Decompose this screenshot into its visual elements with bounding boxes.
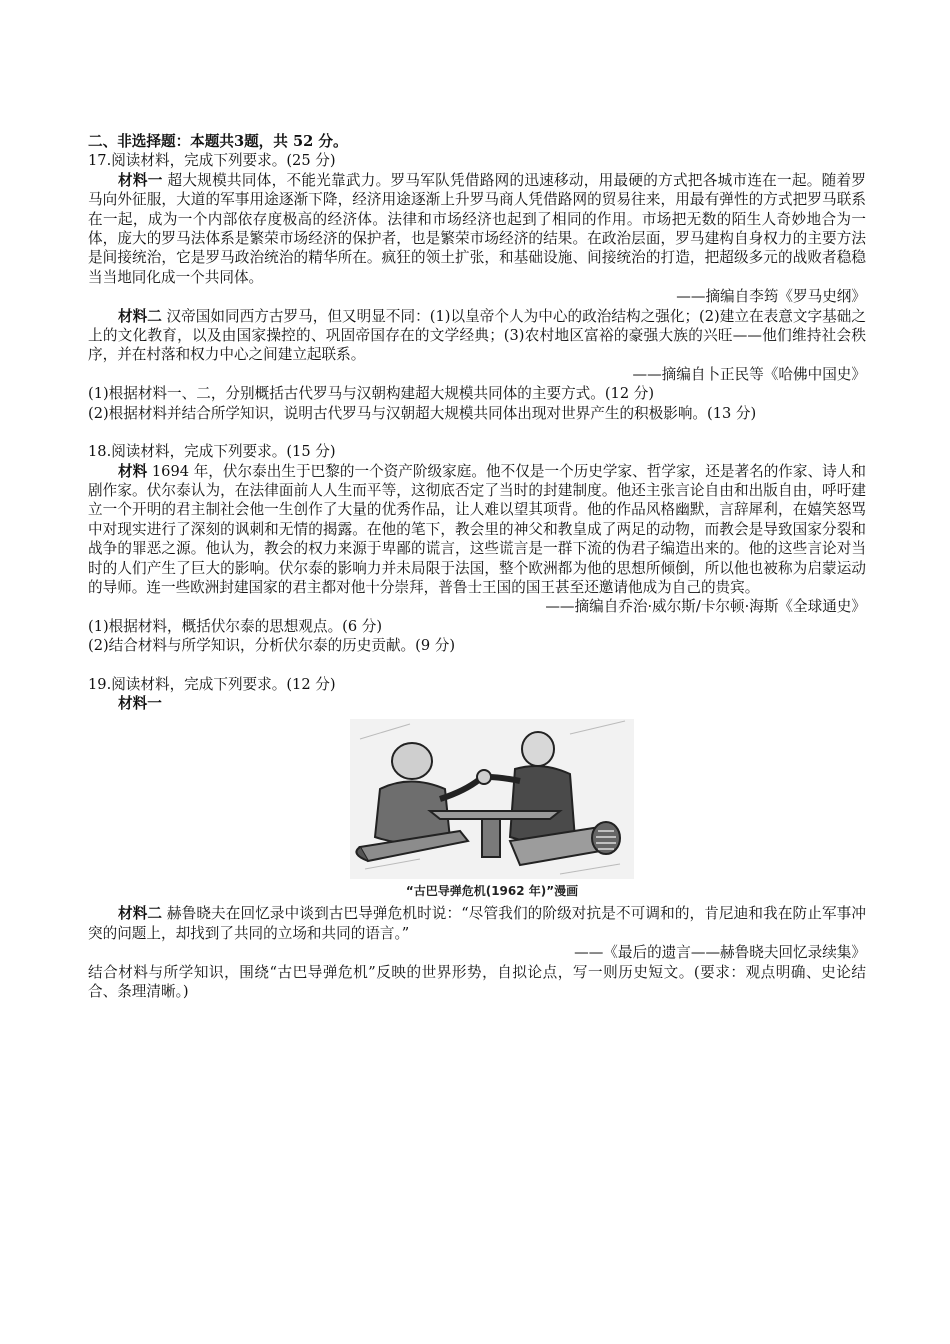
exam-page	[88, 132, 866, 1001]
q19-m2-source: ——《最后的遗言——赫鲁晓夫回忆录续集》	[574, 944, 866, 962]
q17-material-1	[88, 171, 866, 287]
cartoon-illustration	[350, 719, 634, 879]
q19-task: 结合材料与所学知识，围绕“古巴导弹危机”反映的世界形势，自拟论点，写一则历史短文。(要求：观点明确、史论结合、条理清晰。)	[88, 963, 866, 1000]
q19-m1-label: 材料一	[118, 694, 162, 712]
section-title: 二、非选择题：本题共3题，共 52 分。	[88, 133, 348, 150]
q18-m-label: 材料	[118, 462, 148, 480]
q18-m-text: 1694 年，伏尔泰出生于巴黎的一个资产阶级家庭。他不仅是一个历史学家、哲学家，还是著名的作家、诗人和剧作家。伏尔泰认为，在法律面前人人生而平等，这彻底否定了当时的封建制度。他还主张言论自由和出版自由，呼吁建立一个开明的君主制社会他一生创作了大量的优秀作品，让人难以望其项背。他的作品风格幽默，言辞犀利，在嬉笑怒骂中对现实进行了深刻的讽刺和无情的揭露。在他的笔下，教会里的神父和教皇成了两足的动物，而教会是导致国家分裂和战争的罪恶之源。他认为，教会的权力来源于卑鄙的谎言，这些谎言是一群下流的伪君子编造出来的。他的这些言论对当时的人们产生了巨大的影响。伏尔泰的影响力并未局限于法国，整个欧洲都为他的思想所倾倒，所以他也被称为启蒙运动的导师。连一些欧洲封建国家的君主都对他十分崇拜，普鲁士王国的国王甚至还邀请他成为自己的贵宾。	[88, 462, 866, 596]
q17-sub1: (1)根据材料一、二，分别概括古代罗马与汉朝构建超大规模共同体的主要方式。(12 分)	[88, 385, 655, 403]
q18-sub1: (1)根据材料，概括伏尔泰的思想观点。(6 分)	[88, 617, 383, 635]
q18-m-source: ——摘编自乔治·威尔斯/卡尔顿·海斯《全球通史》	[545, 598, 866, 616]
q17-m2-source: ——摘编自卜正民等《哈佛中国史》	[632, 365, 866, 383]
q17-m1-source: ——摘编自李筠《罗马史纲》	[676, 288, 866, 306]
q18-stem: 18.阅读材料，完成下列要求。(15 分)	[88, 443, 336, 461]
q17-material-2	[88, 307, 866, 365]
q17-sub2: (2)根据材料并结合所学知识，说明古代罗马与汉朝超大规模共同体出现对世界产生的积极影响。(13 分)	[88, 404, 757, 422]
q18-sub2: (2)结合材料与所学知识，分析伏尔泰的历史贡献。(9 分)	[88, 637, 456, 655]
q19-material-2	[88, 904, 866, 943]
q17-stem: 17.阅读材料，完成下列要求。(25 分)	[88, 152, 336, 170]
cuban-missile-crisis-cartoon	[350, 719, 634, 904]
q19-stem: 19.阅读材料，完成下列要求。(12 分)	[88, 675, 336, 693]
spacer	[88, 423, 866, 442]
cartoon-caption: “古巴导弹危机(1962 年)”漫画	[405, 884, 579, 899]
q17-m2-label: 材料二	[118, 307, 162, 325]
q18-material	[88, 462, 866, 598]
q17-m2-text: 汉帝国如同西方古罗马，但又明显不同：(1)以皇帝个人为中心的政治结构之强化；(2)建立在表意文字基础之上的文化教育，以及由国家操控的、巩固帝国存在的文学经典；(3)农村地区富裕的豪强大族的兴旺——他们维持社会秩序，并在村落和权力中心之间建立起联系。	[88, 307, 866, 364]
q17-m1-text: 超大规模共同体，不能光靠武力。罗马军队凭借路网的迅速移动，用最硬的方式把各城市连在一起。随着罗马向外征服，大道的军事用途逐渐下降，经济用途逐渐上升罗马商人凭借路网的贸易往来，用最有弹性的方式把罗马联系在一起，成为一个内部依存度极高的经济体。法律和市场经济也起到了相同的作用。市场把无数的陌生人奇妙地合为一体，庞大的罗马法体系是繁荣市场经济的保护者，也是繁荣市场经济的结果。在政治层面，罗马建构自身权力的主要方法是间接统治，它是罗马政治统治的精华所在。疯狂的领土扩张，和基础设施、间接统治的打造，把超级多元的战败者稳稳当当地同化成一个共同体。	[88, 171, 866, 286]
q17-m1-label: 材料一	[118, 171, 163, 189]
q19-m2-text: 赫鲁晓夫在回忆录中谈到古巴导弹危机时说：“尽管我们的阶级对抗是不可调和的，肯尼迪和我在防止军事冲突的问题上，却找到了共同的立场和共同的语言。”	[88, 905, 866, 942]
spacer	[88, 656, 866, 675]
q19-m2-label: 材料二	[118, 905, 163, 923]
